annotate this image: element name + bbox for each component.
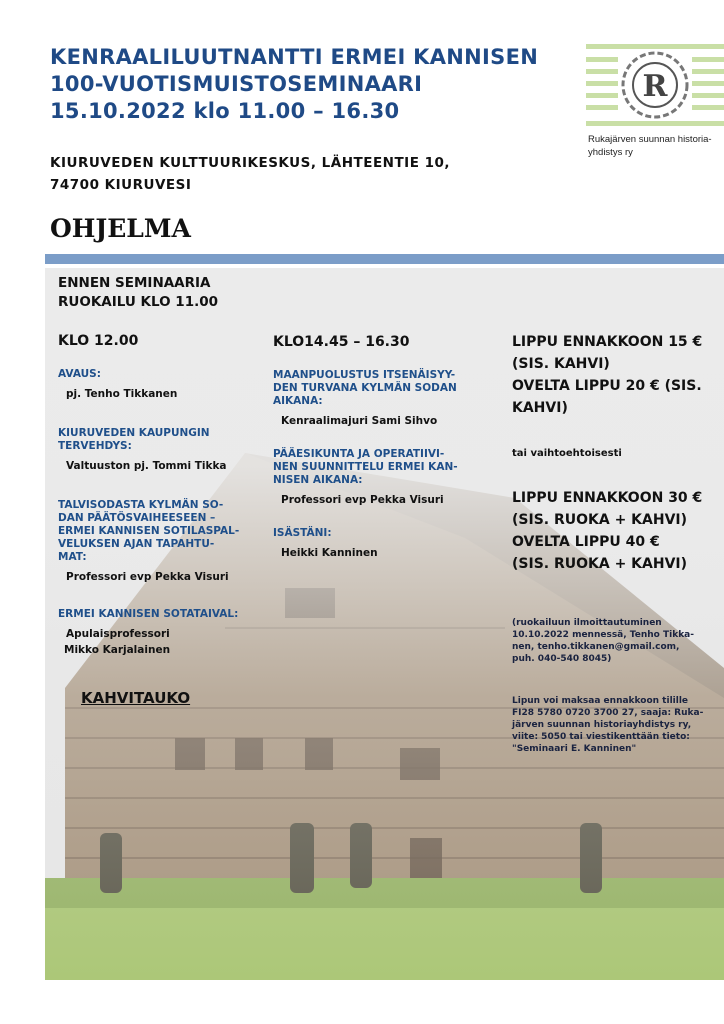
price-line: OVELTA LIPPU 20 € (SIS.	[512, 378, 702, 394]
speaker: Kenraalimajuri Sami Sihvo	[281, 415, 438, 427]
agenda-heading: MAT:	[58, 551, 87, 563]
agenda-heading: VELUKSEN AJAN TAPAHTU-	[58, 538, 215, 550]
agenda-heading: TALVISODASTA KYLMÄN SO-	[58, 499, 224, 511]
coffee-break: KAHVITAUKO	[81, 689, 191, 707]
agenda-heading: ERMEI KANNISEN SOTATAIVAL:	[58, 608, 239, 620]
agenda-heading: DAN PÄÄTÖSVAIHEESEEN –	[58, 512, 216, 524]
address-line: KIURUVEDEN KULTTUURIKESKUS, LÄHTEENTIE 10,	[50, 155, 451, 171]
info-line: "Seminaari E. Kanninen"	[512, 744, 637, 754]
caption-line: Rukajärven suunnan historia-	[588, 134, 712, 145]
agenda-item	[273, 448, 493, 507]
agenda-heading: PÄÄESIKUNTA JA OPERATIIVI-	[273, 448, 445, 460]
event-title	[50, 44, 538, 125]
alternative-text: tai vaihtoehtoisesti	[512, 448, 622, 459]
speaker: Apulaisprofessori	[66, 628, 170, 640]
left-column	[58, 274, 258, 709]
pre-line: RUOKAILU KLO 11.00	[58, 294, 219, 310]
info-line: viite: 5050 tai viestikenttään tieto:	[512, 732, 690, 742]
association-logo	[586, 44, 724, 126]
agenda-heading: TERVEHDYS:	[58, 440, 132, 452]
venue-address	[50, 152, 450, 196]
payment-info	[512, 695, 722, 755]
price-line: (SIS. RUOKA + KAHVI)	[512, 556, 688, 572]
svg-text:R: R	[642, 69, 668, 104]
speaker: Heikki Kanninen	[281, 547, 378, 559]
pre-line: ENNEN SEMINAARIA	[58, 275, 211, 291]
info-line: FI28 5780 0720 3700 27, saaja: Ruka-	[512, 708, 704, 718]
agenda-item	[58, 427, 258, 473]
title-line: 100-VUOTISMUISTOSEMINAARI	[50, 72, 423, 96]
middle-column	[273, 331, 493, 560]
speaker: Valtuuston pj. Tommi Tikka	[66, 460, 227, 472]
agenda-heading: AIKANA:	[273, 395, 323, 407]
price-line: OVELTA LIPPU 40 €	[512, 534, 660, 550]
agenda-item	[58, 608, 258, 657]
price-line: (SIS. KAHVI)	[512, 356, 610, 372]
agenda-heading: NISEN AIKANA:	[273, 474, 363, 486]
pre-seminar	[58, 274, 258, 312]
session-time: KLO14.45 – 16.30	[273, 334, 410, 350]
speaker: Professori evp Pekka Visuri	[281, 494, 444, 506]
address-line: 74700 KIURUVESI	[50, 177, 192, 193]
divider-bar	[45, 254, 724, 264]
info-line: puh. 040-540 8045)	[512, 654, 612, 664]
agenda-item	[273, 369, 493, 428]
info-line: järven suunnan historiayhdistys ry,	[512, 720, 692, 730]
agenda-heading: DEN TURVANA KYLMÄN SODAN	[273, 382, 457, 394]
session-time: KLO 12.00	[58, 333, 139, 349]
logo-caption	[588, 133, 712, 159]
caption-line: yhdistys ry	[588, 147, 633, 158]
speaker: pj. Tenho Tikkanen	[66, 388, 178, 400]
agenda-heading: ERMEI KANNISEN SOTILASPAL-	[58, 525, 240, 537]
agenda-heading: AVAUS:	[58, 368, 101, 380]
title-date: 15.10.2022 klo 11.00 – 16.30	[50, 99, 400, 123]
price-line: KAHVI)	[512, 400, 568, 416]
agenda-item	[273, 527, 493, 560]
agenda-heading: MAANPUOLUSTUS ITSENÄISYY-	[273, 369, 456, 381]
price-line: LIPPU ENNAKKOON 30 €	[512, 490, 703, 506]
title-line: KENRAALILUUTNANTTI ERMEI KANNISEN	[50, 45, 539, 69]
info-line: (ruokailuun ilmoittautuminen	[512, 618, 662, 628]
program-panel	[45, 268, 724, 980]
info-line: 10.10.2022 mennessä, Tenho Tikka-	[512, 630, 694, 640]
agenda-heading: KIURUVEDEN KAUPUNGIN	[58, 427, 210, 439]
agenda-item	[58, 368, 258, 401]
program-heading: OHJELMA	[50, 214, 191, 243]
agenda-item	[58, 499, 258, 584]
price-line: LIPPU ENNAKKOON 15 €	[512, 334, 703, 350]
ticket-prices-coffee	[512, 331, 722, 419]
info-line: nen, tenho.tikkanen@gmail.com,	[512, 642, 680, 652]
info-line: Lipun voi maksaa ennakkoon tilille	[512, 696, 689, 706]
agenda-heading: NEN SUUNNITTELU ERMEI KAN-	[273, 461, 458, 473]
registration-info	[512, 617, 722, 665]
price-line: (SIS. RUOKA + KAHVI)	[512, 512, 688, 528]
speaker: Mikko Karjalainen	[64, 644, 171, 656]
right-column	[512, 331, 722, 755]
agenda-heading: ISÄSTÄNI:	[273, 527, 332, 539]
ticket-prices-meal	[512, 487, 722, 575]
speaker: Professori evp Pekka Visuri	[66, 571, 229, 583]
